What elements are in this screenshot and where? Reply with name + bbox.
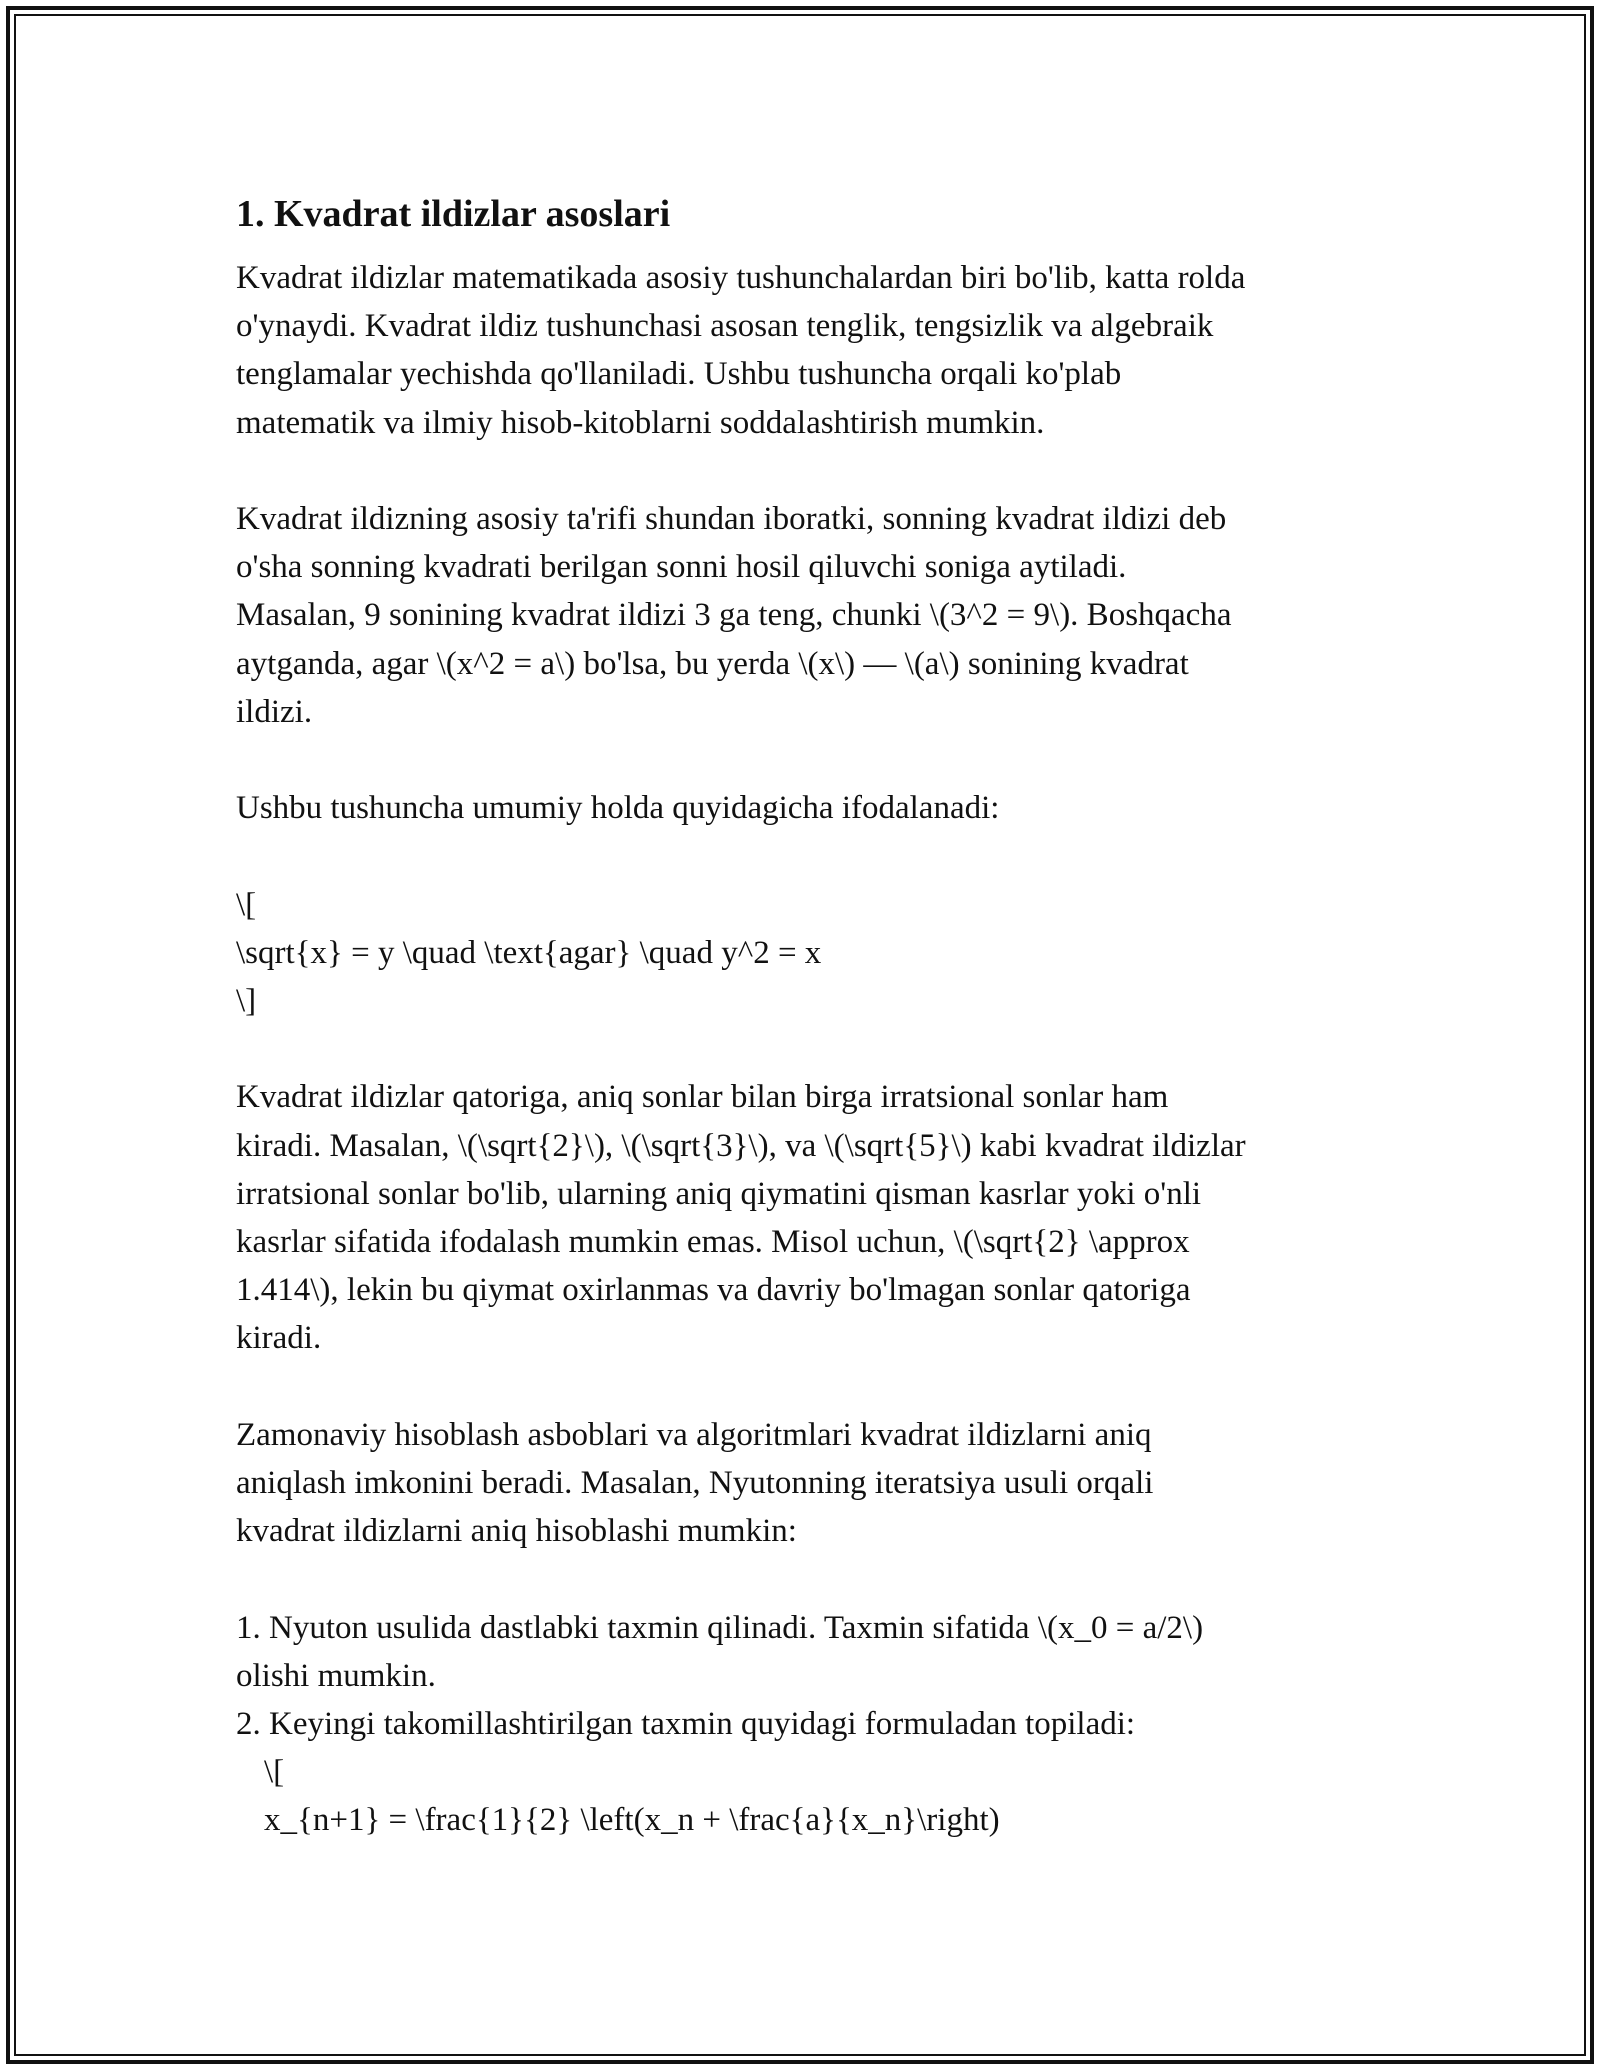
formula-newton-open: \[ xyxy=(264,1754,285,1791)
formula-newton-body: x_{n+1} = \frac{1}{2} \left(x_n + \frac{a}{x_n}\right) xyxy=(264,1802,1000,1839)
section-title: 1. Kvadrat ildizlar asoslari xyxy=(236,193,671,235)
formula-sqrt-definition: \[ \sqrt{x} = y \quad \text{agar} \quad y^2 = x \] xyxy=(236,886,822,1019)
list-item-step-1: 1. Nyuton usulida dastlabki taxmin qilinadi. Taxmin sifatida \(x_0 = a/2\) olishi mumkin. xyxy=(236,1609,1204,1694)
spacer xyxy=(236,1555,1366,1603)
paragraph-irrational: Kvadrat ildizlar qatoriga, aniq sonlar bilan birga irratsional sonlar ham kiradi. Masalan, \(\sqrt{2}\), \(\sqrt{3}\), va \(\sqrt{5}\) kabi kvadrat ildizlar irratsional sonlar bo'lib, ularning aniq qiymatini qisman kasrlar yoki o'nli kasrlar sifatida ifodalash mumkin emas. Misol uchun, \(\sqrt{2} \approx 1.414\), lekin bu qiymat oxirlanmas va davriy bo'lmagan sonlar qatoriga kiradi. xyxy=(236,1079,1246,1357)
paragraph-algorithms: Zamonaviy hisoblash asboblari va algoritmlari kvadrat ildizlarni aniq aniqlash imkonini beradi. Masalan, Nyutonning iteratsiya usuli orqali kvadrat ildizlarni aniq hisoblashi mumkin: xyxy=(236,1416,1154,1550)
paragraph-definition: Kvadrat ildizning asosiy ta'rifi shundan iboratki, sonning kvadrat ildizi deb o'sha sonning kvadrati berilgan sonni hosil qiluvchi soniga aytiladi. Masalan, 9 sonining kvadrat ildizi 3 ga teng, chunki \(3^2 = 9\). Boshqacha aytganda, agar \(x^2 = a\) bo'lsa, bu yerda \(x\) — \(a\) sonining kvadrat ildizi. xyxy=(236,501,1232,730)
spacer xyxy=(236,1363,1366,1411)
spacer xyxy=(236,242,1366,254)
spacer xyxy=(236,447,1366,495)
document-body xyxy=(236,186,1366,1845)
paragraph-intro: Kvadrat ildizlar matematikada asosiy tushunchalardan biri bo'lib, katta rolda o'ynaydi. Kvadrat ildiz tushunchasi asosan tenglik, tengsizlik va algebraik tenglamalar yechishda qo'llaniladi. Ushbu tushuncha orqali ko'plab matematik va ilmiy hisob-kitoblarni soddalashtirish mumkin. xyxy=(236,260,1246,441)
spacer xyxy=(236,736,1366,784)
list-item-step-2: 2. Keyingi takomillashtirilgan taxmin quyidagi formuladan topiladi: xyxy=(236,1706,1136,1742)
spacer xyxy=(236,1025,1366,1073)
spacer xyxy=(236,832,1366,880)
paragraph-general-form: Ushbu tushuncha umumiy holda quyidagicha ifodalanadi: xyxy=(236,790,1000,827)
